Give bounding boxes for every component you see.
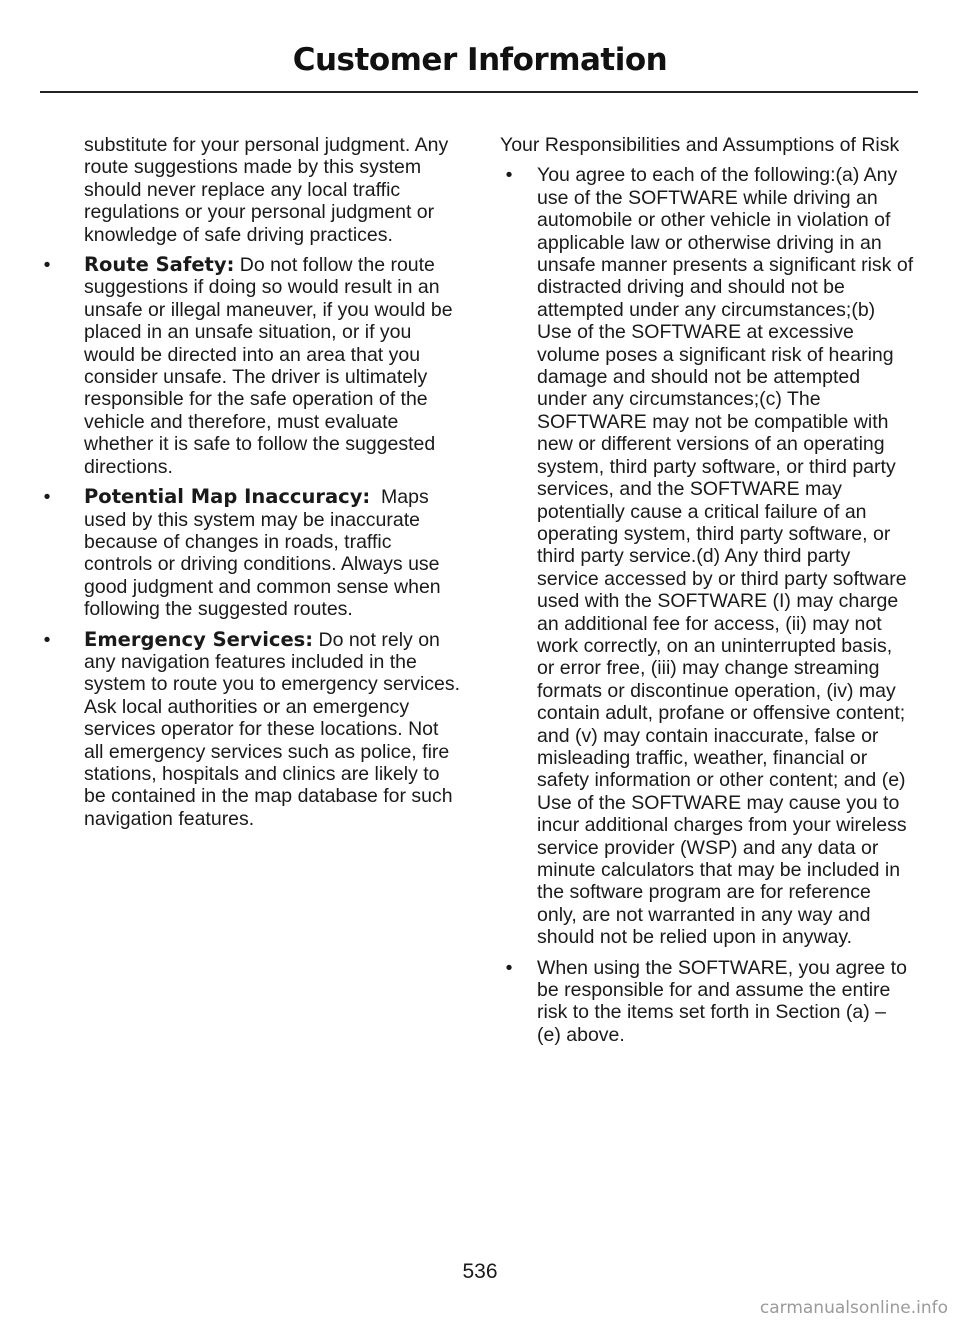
bullet-lead: Route Safety: [84,253,235,277]
page-number: 536 [462,1260,498,1283]
bullet-marker: • [43,486,51,509]
bullet-agreement [500,164,914,948]
bullet-lead: Emergency Services: [84,627,314,651]
watermark: carmanualsonline.info [759,1298,948,1318]
bullet-lead: Potential Map Inaccuracy: [84,485,371,509]
right-column [500,134,914,1054]
bullet-emergency-services [38,629,462,831]
header-divider [40,91,918,93]
continued-paragraph: substitute for your personal judgment. Any route suggestions made by this system should never replace any local traffic regulations or your personal judgment or knowledge of safe driving practices. [84,134,449,246]
bullet-marker: • [505,956,513,979]
bullet-marker: • [505,164,513,187]
page-title: Customer Information [292,42,668,78]
bullet-route-safety [38,254,462,478]
bullet-map-inaccuracy [38,486,462,620]
bullet-risk-assumption [500,957,914,1047]
bullet-text: Maps used by this system may be inaccurate because of changes in roads, traffic controls or driving conditions. Always use good judgment and common sense when following the suggested routes. [84,486,447,621]
bullet-marker: • [43,254,51,277]
bullet-text: You agree to each of the following:(a) Any use of the SOFTWARE while driving an automobile or other vehicle in violation of applicable law or otherwise driving in an unsafe manner presents a significant risk of distracted driving and should not be attempted under any circumstances;(b) Use of the SOFTWARE at excessive volume poses a significant risk of hearing damage and should not be attempted under any circumstances;(c) The SOFTWARE may not be compatible with new or different versions of an operating system, third party software, or third party services, and the SOFTWARE may potentially cause a critical failure of an operating system, third party software, or third party service.(d) Any third party service accessed by or third party software used with the SOFTWARE (I) may charge an additional fee for access, (ii) may not work correctly, on an uninterrupted basis, or error free, (iii) may change streaming formats or discontinue operation, (iv) may contain adult, profane or offensive content; and (v) may contain inaccurate, false or misleading traffic, weather, financial or safety information or other content; and (e) Use of the SOFTWARE may cause you to incur additional charges from your wireless service provider (WSP) and any data or minute calculators that may be included in the software program are for reference only, are not warranted in any way and should not be relied upon in anyway. [537,164,914,949]
bullet-marker: • [43,628,51,651]
bullet-text: Do not follow the route suggestions if doing so would result in an unsafe or illegal maneuver, if you would be placed in an unsafe situation, or if you would be directed into an area that you consider unsafe. The driver is ultimately responsible for the safe operation of the vehicle and therefore, must evaluate whether it is safe to follow the suggested directions. [84,254,453,478]
bullet-text: Do not rely on any navigation features included in the system to route you to emergency services. Ask local authorities or an emergency services operator for these locations. Not all emergency services such as police, fire stations, hospitals and clinics are likely to be contained in the map database for such navigation features. [84,628,461,830]
section-heading: Your Responsibilities and Assumptions of Risk [500,134,900,156]
bullet-text: When using the SOFTWARE, you agree to be responsible for and assume the entire risk to the items set forth in Section (a) – (e) above. [537,956,907,1046]
left-column [38,134,462,838]
